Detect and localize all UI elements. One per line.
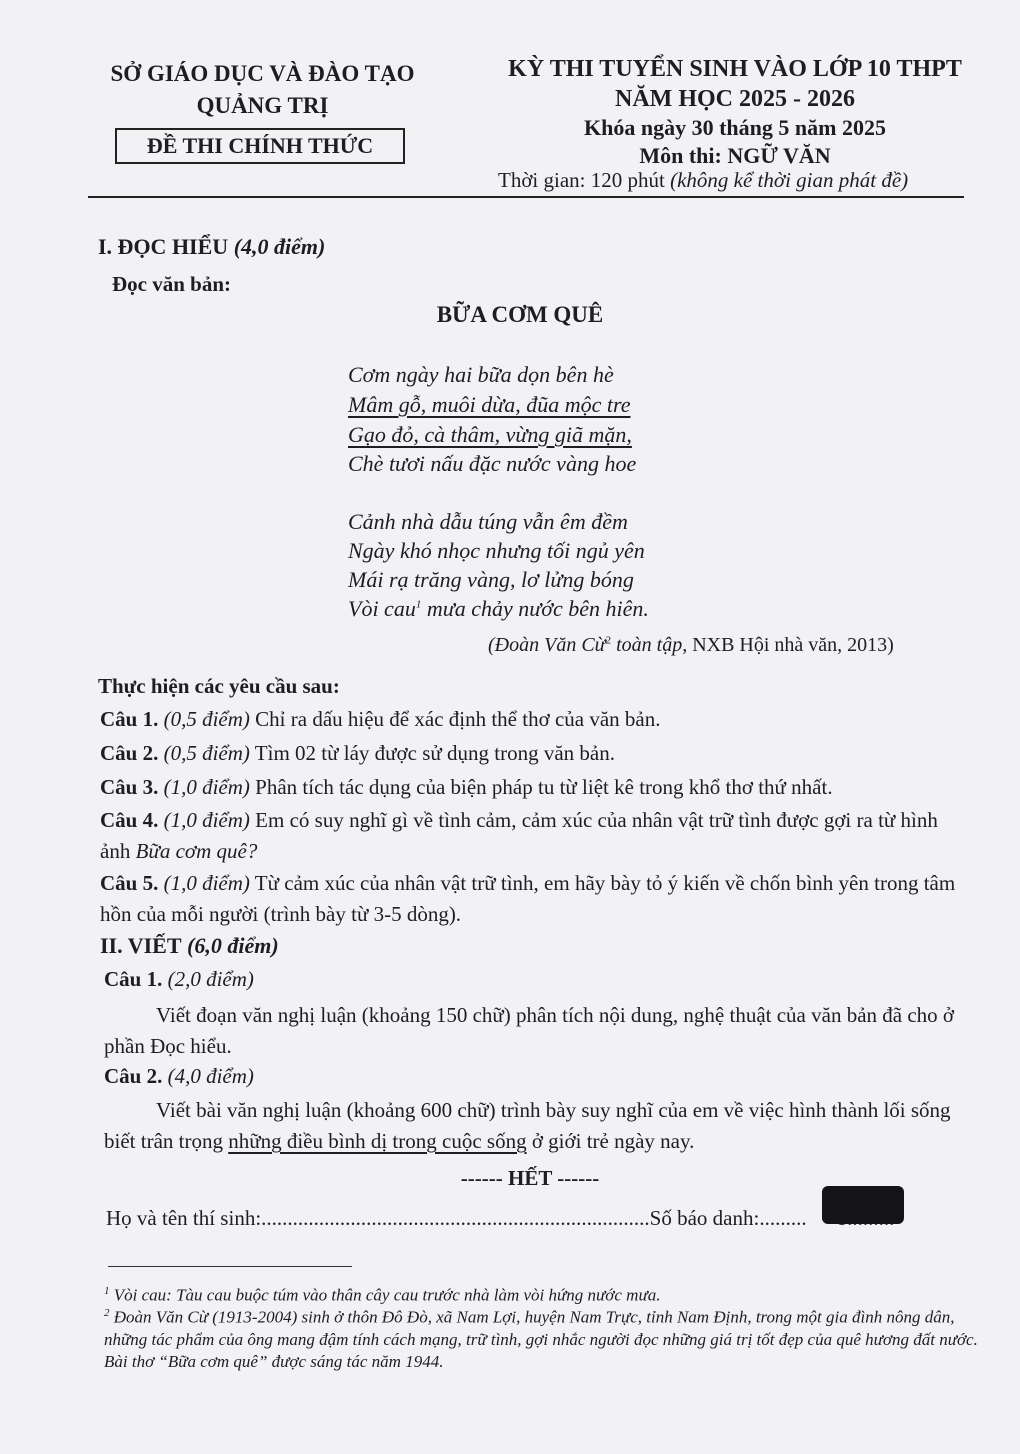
question-label: Câu 2. [104,1064,163,1088]
poem-line: Gạo đỏ, cà thâm, vừng giã mặn, [348,422,632,447]
poem-title: BỮA CƠM QUÊ [436,302,604,327]
province-name: QUẢNG TRỊ [196,93,329,118]
end-mark: ------ HẾT ------ [460,1166,600,1190]
redaction-mark [822,1186,904,1224]
candidate-name-label: Họ và tên thí sinh: [106,1206,262,1230]
exam-date: Khóa ngày 30 tháng 5 năm 2025 [584,115,886,140]
exam-subject: Môn thi: NGỮ VĂN [639,143,831,168]
question-label: Câu 1. [104,967,163,991]
question-5 [100,868,962,930]
footnote-text: Vòi cau: Tàu cau buộc túm vào thân cây cau trước nhà làm vòi hứng nước mưa. [109,1285,661,1305]
poem-text: Vòi cau [348,596,416,621]
question-points: (1,0 điểm) [163,871,250,895]
candidate-name-blank: .......................................................................... [261,1206,650,1230]
question-2 [100,738,962,769]
footnote-text: Đoàn Văn Cừ (1913-2004) sinh ở thôn Đô Đò, xã Nam Lợi, huyện Nam Trực, tỉnh Nam Định, trong một gia đình nông dân, những tác phẩm của ông mang đậm tính cách mạng, trữ tình, gợi nhắc người đọc những giá trị tốt đẹp của quê hương đất nước. Bài thơ “Bữa cơm quê” được sáng tác năm 1944. [104,1307,978,1371]
footnote-number: 2 [104,1307,110,1319]
question-4 [100,805,962,867]
writing-question-2-label [104,1064,254,1089]
question-text: Phân tích tác dụng của biện pháp tu từ liệt kê trong khổ thơ thứ nhất. [249,775,833,799]
footnote-2 [104,1302,984,1373]
department-block [90,58,435,122]
question-3 [100,772,962,803]
school-year: NĂM HỌC 2025 - 2026 [615,86,855,112]
footnote-divider [108,1266,352,1267]
question-label: Câu 1. [100,707,159,731]
question-text: Từ cảm xúc của nhân vật trữ tình, em hãy bày tỏ ý kiến về chốn bình yên trong tâm hồn của mỗi người (trình bày từ 3-5 dòng). [100,871,956,926]
part2-title: II. VIẾT [100,933,182,958]
question-points: (0,5 điểm) [163,707,250,731]
instructions-label: Thực hiện các yêu cầu sau: [98,674,340,698]
part2-heading [100,933,279,959]
candidate-id-label: Số báo danh: [649,1206,760,1230]
writing-question-1-label [104,967,254,992]
question-text: Em có suy nghĩ gì về tình cảm, cảm xúc của nhân vật trữ tình được gợi ra từ hình ảnh [100,808,938,863]
question-points: (4,0 điểm) [167,1064,254,1088]
question-label: Câu 4. [100,808,159,832]
time-limit [498,168,908,193]
footnote-ref: 2 [605,634,612,647]
question-points: (2,0 điểm) [167,967,254,991]
poem-line: Mái rạ trăng vàng, lơ lửng bóng [348,567,634,592]
footnote-number: 1 [104,1285,110,1297]
poem-line: Chè tươi nấu đặc nước vàng hoe [348,451,637,476]
question-italic: Bữa cơm quê? [135,839,258,863]
question-1 [100,704,962,735]
question-label: Câu 5. [100,871,159,895]
poem-line [348,596,649,622]
exam-title: KỲ THI TUYỂN SINH VÀO LỚP 10 THPT [508,56,962,82]
read-label: Đọc văn bản: [112,272,232,296]
question-points: (1,0 điểm) [163,775,250,799]
time-note: (không kể thời gian phát đề) [670,168,909,192]
source-author: (Đoàn Văn Cừ [488,634,606,656]
writing-question-2-text [104,1095,962,1157]
part1-heading [98,234,325,260]
poem-source [488,634,894,657]
writing-question-1-text: Viết đoạn văn nghị luận (khoảng 150 chữ) phân tích nội dung, nghệ thuật của văn bản đã cho ở phần Đọc hiểu. [104,1003,955,1058]
question-text: ở giới trẻ ngày nay. [526,1129,695,1153]
question-text: Viết bài văn nghị luận (khoảng 600 chữ) trình bày suy nghĩ của em về việc hình thành lối sống biết trân trọng [104,1098,951,1153]
question-underlined: những điều bình dị trong cuộc sống [228,1129,527,1153]
part2-points: (6,0 điểm) [187,933,279,958]
question-label: Câu 3. [100,775,159,799]
poem-line: Mâm gỗ, muôi dừa, đũa mộc tre [348,392,631,417]
question-points: (0,5 điểm) [163,741,250,765]
poem-line: Cảnh nhà dẫu túng vẫn êm đềm [348,509,628,534]
poem-text: mưa chảy nước bên hiên. [421,596,649,621]
question-text: Chỉ ra dấu hiệu để xác định thể thơ của văn bản. [249,707,661,731]
candidate-line [106,1206,894,1231]
question-label: Câu 2. [100,741,159,765]
source-book: toàn tập, [611,634,688,656]
poem-line: Cơm ngày hai bữa dọn bên hè [348,362,614,387]
time-label: Thời gian: 120 phút [498,168,665,192]
official-exam-label: ĐỀ THI CHÍNH THỨC [115,128,405,164]
source-publisher: NXB Hội nhà văn, 2013) [687,634,894,656]
part1-points: (4,0 điểm) [233,234,326,259]
footnote-ref: 1 [415,598,422,611]
header-divider [88,196,964,198]
question-text: Tìm 02 từ láy được sử dụng trong văn bản. [249,741,615,765]
department-name: SỞ GIÁO DỤC VÀ ĐÀO TẠO [110,61,415,86]
exam-info-block [470,54,1000,170]
candidate-id-blank: ......... [759,1206,807,1230]
poem-line: Ngày khó nhọc nhưng tối ngủ yên [348,538,645,563]
question-points: (1,0 điểm) [163,808,250,832]
part1-title: I. ĐỌC HIỂU [98,234,229,259]
